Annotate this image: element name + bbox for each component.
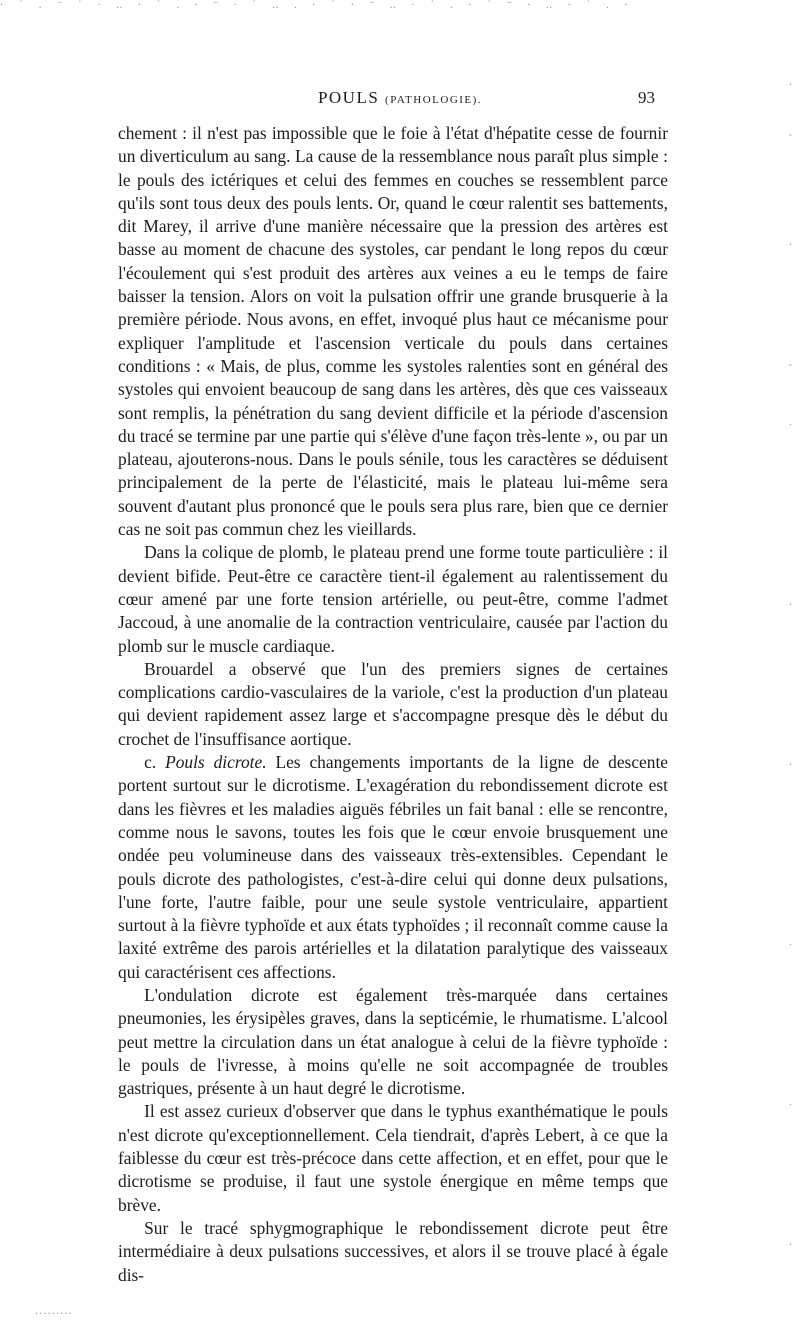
paragraph-4-text: Les changements importants de la ligne de descente portent surtout sur le dicrotisme. L'exagération du rebondissement dicrote est dans les fièvres et les maladies aiguës fébriles un fait banal : elle se rencontre, comme nous le savons, toutes les fois que le cœur envoie brusquement une ondée peu volumineuse dans des vaisseaux très-extensibles. Cependant le pouls dicrote des pathologistes, c'est-à-dire celui qui donne deux pulsations, l'une forte, l'autre faible, pour une seule systole ventriculaire, appartient surtout à la fièvre typhoïde et aux états typhoïdes ; il reconnaît comme cause la laxité extrême des parois artérielles et la dilatation paralytique des vaisseaux qui caractérisent ces affections. (118, 752, 668, 982)
running-title (0, 88, 800, 108)
section-heading: Pouls dicrote. (165, 752, 267, 773)
scan-noise-top: · ˙ . ⁻ ˙ · ‥ · ˙ . · ⁻ · ˙ ‥ . · ˙ · ⁻ ‥ · ˙ . · ˙ ⁻ · ‥ · ˙ . · (0, 0, 634, 11)
section-label: c. (144, 752, 157, 773)
paragraph-2: Dans la colique de plomb, le plateau prend une forme toute particulière : il devient bifide. Peut-être ce caractère tient-il également au ralentissement du cœur amené par une forte tension artérielle, ou peut-être, comme l'admet Jaccoud, à une anomalie de la contraction ventriculaire, causée par l'action du plomb sur le muscle cardiaque. (118, 542, 668, 656)
running-header (0, 88, 800, 112)
paragraph-5: L'ondulation dicrote est également très-marquée dans certaines pneumonies, les érysipèles graves, dans la septicémie, le rhumatisme. L'alcool peut mettre la circulation dans un état analogue à celui de la fièvre typhoïde : le pouls de l'ivresse, à moins qu'elle ne soit accompagnée de troubles gastriques, présente à un haut degré le dicrotisme. (118, 984, 668, 1099)
page-number: 93 (638, 88, 655, 107)
body-text (118, 122, 668, 1287)
paragraph-7: Sur le tracé sphygmographique le rebondissement dicrote peut être intermédiaire à deux pulsations successives, et alors il se trouve placé à égale dis- (118, 1217, 668, 1285)
paragraph-1: chement : il n'est pas impossible que le foie à l'état d'hépatite cesse de fournir un diverticulum au sang. La cause de la ressemblance nous paraît plus simple : le pouls des ictériques et celui des femmes en couches se ressemblent parce qu'ils sont tous deux des pouls lents. Or, quand le cœur ralentit ses battements, dit Marey, il arrive d'une manière nécessaire que la pression des artères est basse au moment de chacune des systoles, car pendant le long repos du cœur l'écoulement qui s'est produit des artères aux veines a eu le temps de faire baisser la tension. Alors on voit la pulsation offrir une grande brusquerie à la première période. Nous avons, en effet, invoqué plus haut ce mécanisme pour expliquer l'amplitude et l'ascension verticale du pouls dans certaines conditions : « Mais, de plus, comme les systoles ralenties sont en général des systoles qui envoient beaucoup de sang dans les artères, dès que ces vaisseaux sont remplis, la pénétration du sang devient difficile et la période d'ascension du tracé se termine par une partie qui s'élève d'une façon très-lente », ou par un plateau, ajouterons-nous. Dans le pouls sénile, tous les caractères se déduisent principalement de la perte de l'élasticité, mais le plateau lui-même sera souvent d'autant plus prononcé que le pouls sera plus rare, bien que ce dernier cas ne soit pas commun chez les vieillards. (118, 123, 668, 540)
paragraph-6: Il est assez curieux d'observer que dans le typhus exanthématique le pouls n'est dicrote qu'exceptionnellement. Cela tiendrait, d'après Lebert, à ce que la faiblesse du cœur est très-précoce dans cette affection, et en effet, pour que le dicrotisme se produise, il faut une systole énergique en même temps que brève. (118, 1101, 668, 1215)
paragraph-4 (118, 751, 668, 984)
scan-noise-margin: · ‐ · ‐ · · · · · · (788, 80, 792, 1251)
running-title-sub: (PATHOLOGIE). (385, 94, 483, 106)
paragraph-3: Brouardel a observé que l'un des premiers signes de certaines complications cardio-vasculaires de la variole, c'est la production d'un plateau qui devient rapidement assez large et s'accompagne presque dès le début du crochet de l'insuffisance aortique. (118, 658, 668, 749)
running-title-main: POULS (317, 88, 380, 107)
scan-noise-bottom: ......... (35, 1306, 73, 1317)
